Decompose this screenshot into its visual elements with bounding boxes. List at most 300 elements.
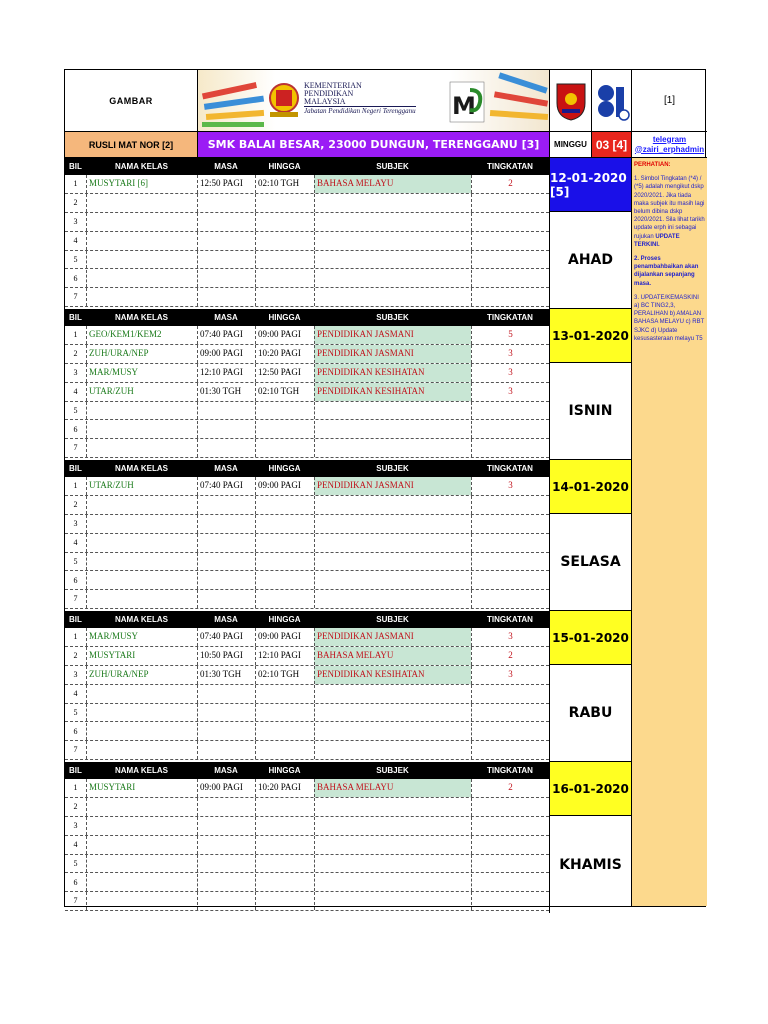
bil-cell: 4 (73, 688, 78, 698)
date-cell: 13-01-2020 (549, 309, 631, 363)
class-cell (86, 232, 197, 250)
end-time-cell (255, 685, 314, 703)
day-block (65, 158, 549, 309)
start-time-cell (197, 515, 255, 533)
class-cell (86, 572, 197, 590)
class-cell: ZUH/URA/NEP (86, 345, 197, 363)
subject-cell (314, 421, 471, 439)
bil-cell: 4 (73, 537, 78, 547)
table-row (65, 779, 549, 798)
start-time-cell (197, 213, 255, 231)
table-row (65, 439, 549, 458)
column-header: SUBJEK (376, 615, 409, 624)
end-time-cell (255, 421, 314, 439)
minggu-label-cell (549, 132, 591, 158)
class-cell (86, 892, 197, 910)
start-time-cell (197, 892, 255, 910)
form-cell (471, 270, 549, 288)
bil-cell: 4 (73, 235, 78, 245)
bil-cell: 6 (73, 877, 78, 887)
end-time-cell: 02:10 TGH (255, 175, 314, 193)
subject-cell (314, 213, 471, 231)
class-cell (86, 251, 197, 269)
start-time-cell (197, 421, 255, 439)
day-block (65, 309, 549, 460)
form-cell (471, 685, 549, 703)
end-time-cell (255, 194, 314, 212)
subject-cell: BAHASA MELAYU (314, 647, 471, 665)
date-cell: 15-01-2020 (549, 611, 631, 665)
form-cell (471, 496, 549, 514)
column-header: BIL (69, 615, 82, 624)
end-time-cell: 10:20 PAGI (255, 345, 314, 363)
start-time-cell (197, 741, 255, 759)
subject-cell (314, 798, 471, 816)
form-cell: 3 (471, 364, 549, 382)
end-time-cell: 12:50 PAGI (255, 364, 314, 382)
class-cell (86, 421, 197, 439)
form-cell: 3 (471, 628, 549, 646)
form-cell (471, 288, 549, 306)
day-block (65, 611, 549, 762)
form-cell (471, 836, 549, 854)
form-cell (471, 232, 549, 250)
end-time-cell: 09:00 PAGI (255, 628, 314, 646)
column-header: NAMA KELAS (114, 313, 169, 322)
day-name-cell: SELASA (549, 514, 631, 611)
minggu-label: MINGGU (554, 140, 587, 149)
start-time-cell: 12:10 PAGI (197, 364, 255, 382)
class-cell: ZUH/URA/NEP (86, 666, 197, 684)
bil-cell: 3 (73, 367, 78, 377)
table-row (65, 251, 549, 270)
bil-cell: 1 (73, 632, 78, 641)
bil-cell: 5 (73, 254, 78, 264)
start-time-cell (197, 798, 255, 816)
bil-cell: 7 (73, 896, 78, 906)
week-number: 03 [4] (595, 137, 628, 152)
column-header: TINGKATAN (487, 464, 533, 473)
telegram-handle[interactable]: @zairi_erphadmin (634, 144, 705, 154)
start-time-cell: 09:00 PAGI (197, 345, 255, 363)
class-cell (86, 798, 197, 816)
end-time-cell: 02:10 TGH (255, 666, 314, 684)
class-cell (86, 534, 197, 552)
table-row (65, 892, 549, 911)
start-time-cell: 07:40 PAGI (197, 477, 255, 495)
date-cell: 16-01-2020 (549, 762, 631, 816)
class-cell (86, 855, 197, 873)
column-header: MASA (214, 313, 238, 322)
form-cell (471, 572, 549, 590)
bil-cell: 7 (73, 292, 78, 302)
column-header: BIL (69, 464, 82, 473)
column-header: MASA (214, 162, 238, 171)
table-row (65, 194, 549, 213)
table-row (65, 723, 549, 742)
table-row (65, 232, 549, 251)
telegram-link[interactable] (631, 132, 707, 158)
school-crest-cell (549, 70, 591, 132)
end-time-cell: 10:20 PAGI (255, 779, 314, 797)
column-header: NAMA KELAS (114, 464, 169, 473)
day-name-cell: KHAMIS (549, 816, 631, 913)
class-cell (86, 402, 197, 420)
column-header-row (65, 611, 549, 628)
end-time-cell (255, 496, 314, 514)
bil-cell: 3 (73, 216, 78, 226)
end-time-cell (255, 723, 314, 741)
bil-cell: 5 (73, 405, 78, 415)
column-header-row (65, 762, 549, 779)
form-cell: 3 (471, 383, 549, 401)
subject-cell: PENDIDIKAN JASMANI (314, 628, 471, 646)
end-time-cell (255, 892, 314, 910)
form-cell (471, 515, 549, 533)
column-header-row (65, 460, 549, 477)
subject-cell (314, 741, 471, 759)
class-cell (86, 836, 197, 854)
ref-label: [1] (663, 95, 676, 106)
bil-cell: 6 (73, 424, 78, 434)
table-row (65, 836, 549, 855)
column-header: HINGGA (268, 313, 301, 322)
end-time-cell (255, 817, 314, 835)
class-cell (86, 874, 197, 892)
start-time-cell: 07:40 PAGI (197, 628, 255, 646)
bil-cell: 6 (73, 575, 78, 585)
rph-sheet (64, 69, 706, 907)
subject-cell (314, 836, 471, 854)
class-cell: MAR/MUSY (86, 364, 197, 382)
table-row (65, 534, 549, 553)
bil-cell: 6 (73, 273, 78, 283)
subject-cell: PENDIDIKAN JASMANI (314, 477, 471, 495)
column-header: MASA (214, 766, 238, 775)
end-time-cell (255, 402, 314, 420)
column-header-row (65, 158, 549, 175)
column-header: BIL (69, 766, 82, 775)
banner-line-3: MALAYSIA (304, 97, 346, 106)
end-time-cell: 02:10 TGH (255, 383, 314, 401)
day-name-cell: ISNIN (549, 363, 631, 460)
table-row (65, 798, 549, 817)
table-row (65, 817, 549, 836)
table-row (65, 855, 549, 874)
bil-cell: 1 (73, 481, 78, 490)
subject-cell (314, 553, 471, 571)
start-time-cell (197, 723, 255, 741)
class-cell: UTAR/ZUH (86, 477, 197, 495)
day-name-cell: AHAD (549, 212, 631, 309)
column-header: NAMA KELAS (114, 162, 169, 171)
start-time-cell (197, 874, 255, 892)
class-cell: GEO/KEM1/KEM2 (86, 326, 197, 344)
subject-cell (314, 534, 471, 552)
class-cell (86, 590, 197, 608)
start-time-cell (197, 572, 255, 590)
date-cell: 14-01-2020 (549, 460, 631, 514)
column-header: HINGGA (268, 615, 301, 624)
subject-cell (314, 402, 471, 420)
subject-cell (314, 270, 471, 288)
ref-cell (631, 70, 707, 132)
class-cell (86, 741, 197, 759)
table-row (65, 553, 549, 572)
column-header: HINGGA (268, 464, 301, 473)
table-row (65, 288, 549, 307)
end-time-cell (255, 270, 314, 288)
bil-cell: 3 (73, 518, 78, 528)
start-time-cell (197, 836, 255, 854)
end-time-cell (255, 534, 314, 552)
blue-logo-icon (594, 79, 630, 123)
form-cell (471, 704, 549, 722)
end-time-cell: 09:00 PAGI (255, 477, 314, 495)
class-cell: MAR/MUSY (86, 628, 197, 646)
table-row (65, 590, 549, 609)
bil-cell: 2 (73, 348, 78, 358)
subject-cell: BAHASA MELAYU (314, 175, 471, 193)
column-header: TINGKATAN (487, 162, 533, 171)
start-time-cell (197, 251, 255, 269)
form-cell: 5 (471, 326, 549, 344)
end-time-cell (255, 553, 314, 571)
subject-cell (314, 723, 471, 741)
subject-cell: PENDIDIKAN KESIHATAN (314, 666, 471, 684)
table-row (65, 270, 549, 289)
start-time-cell (197, 402, 255, 420)
class-cell (86, 213, 197, 231)
school-crest-icon (554, 81, 588, 121)
column-header: BIL (69, 162, 82, 171)
form-cell: 2 (471, 779, 549, 797)
class-cell (86, 553, 197, 571)
start-time-cell (197, 194, 255, 212)
table-row (65, 572, 549, 591)
table-row (65, 496, 549, 515)
form-cell (471, 421, 549, 439)
form-cell (471, 817, 549, 835)
subject-cell (314, 685, 471, 703)
note-1-emphasis: UPDATE TERKINI. (634, 233, 680, 248)
form-cell (471, 439, 549, 457)
form-cell: 3 (471, 345, 549, 363)
end-time-cell (255, 704, 314, 722)
note-1: 1. Simbol Tingkatan (*4) / (*5) adalah mengikut dskp 2020/2021. Jika tiada maka subjek itu masih lagi belum dibina dskp 2020/2021. Sila lihat tarikh update erph ini sebagai rujukan (634, 176, 705, 240)
bil-cell: 2 (73, 197, 78, 207)
column-header: TINGKATAN (487, 615, 533, 624)
bil-cell: 1 (73, 179, 78, 188)
svg-text:M: M (452, 92, 476, 120)
bil-cell: 7 (73, 594, 78, 604)
table-row (65, 666, 549, 685)
start-time-cell: 12:50 PAGI (197, 175, 255, 193)
bil-cell: 1 (73, 330, 78, 339)
form-cell (471, 590, 549, 608)
column-header: SUBJEK (376, 162, 409, 171)
note-2: 2. Proses penambahbaikan akan dijalankan sepanjang masa. (634, 256, 699, 287)
column-header-row (65, 309, 549, 326)
class-cell: MUSYTARI (86, 779, 197, 797)
end-time-cell (255, 515, 314, 533)
teacher-name (65, 132, 197, 158)
ministry-banner (197, 70, 549, 132)
start-time-cell (197, 439, 255, 457)
column-header: HINGGA (268, 766, 301, 775)
form-cell: 2 (471, 647, 549, 665)
bil-cell: 3 (73, 669, 78, 679)
start-time-cell (197, 590, 255, 608)
table-row (65, 345, 549, 364)
end-time-cell (255, 741, 314, 759)
end-time-cell (255, 572, 314, 590)
table-row (65, 515, 549, 534)
subject-cell: BAHASA MELAYU (314, 779, 471, 797)
subject-cell (314, 892, 471, 910)
end-time-cell (255, 590, 314, 608)
form-cell: 2 (471, 175, 549, 193)
class-cell (86, 270, 197, 288)
notes-title: PERHATIAN: (634, 162, 671, 168)
form-cell (471, 798, 549, 816)
pencils-right-icon (490, 72, 548, 120)
gambar-cell (65, 70, 197, 132)
class-cell (86, 496, 197, 514)
column-header: SUBJEK (376, 766, 409, 775)
start-time-cell (197, 232, 255, 250)
end-time-cell (255, 836, 314, 854)
bil-cell: 7 (73, 745, 78, 755)
column-header: MASA (214, 615, 238, 624)
start-time-cell: 01:30 TGH (197, 383, 255, 401)
table-row (65, 175, 549, 194)
class-cell (86, 704, 197, 722)
class-cell: UTAR/ZUH (86, 383, 197, 401)
end-time-cell (255, 439, 314, 457)
subject-cell: PENDIDIKAN JASMANI (314, 326, 471, 344)
bil-cell: 2 (73, 499, 78, 509)
end-time-cell (255, 251, 314, 269)
column-header: SUBJEK (376, 313, 409, 322)
subject-cell (314, 232, 471, 250)
end-time-cell (255, 855, 314, 873)
subject-cell (314, 590, 471, 608)
column-header: TINGKATAN (487, 313, 533, 322)
day-name-cell: RABU (549, 665, 631, 762)
teacher-name-text: RUSLI MAT NOR [2] (88, 139, 174, 150)
logo-cell (591, 70, 631, 132)
form-cell: 3 (471, 666, 549, 684)
bil-cell: 2 (73, 801, 78, 811)
subject-cell (314, 855, 471, 873)
class-cell (86, 439, 197, 457)
table-row (65, 213, 549, 232)
start-time-cell (197, 270, 255, 288)
mtp-logo-icon (450, 82, 484, 122)
table-row (65, 685, 549, 704)
week-number-cell (591, 132, 631, 158)
class-cell (86, 288, 197, 306)
table-row (65, 383, 549, 402)
table-row (65, 364, 549, 383)
class-cell: MUSYTARI [6] (86, 175, 197, 193)
subject-cell (314, 496, 471, 514)
table-row (65, 421, 549, 440)
column-header: BIL (69, 313, 82, 322)
subject-cell (314, 288, 471, 306)
subject-cell (314, 817, 471, 835)
column-header: NAMA KELAS (114, 766, 169, 775)
day-block (65, 460, 549, 611)
start-time-cell: 09:00 PAGI (197, 779, 255, 797)
table-row (65, 477, 549, 496)
start-time-cell: 01:30 TGH (197, 666, 255, 684)
end-time-cell (255, 798, 314, 816)
start-time-cell (197, 534, 255, 552)
table-row (65, 647, 549, 666)
table-row (65, 741, 549, 760)
bil-cell: 3 (73, 820, 78, 830)
bil-cell: 2 (73, 650, 78, 660)
class-cell (86, 685, 197, 703)
form-cell (471, 251, 549, 269)
class-cell (86, 194, 197, 212)
start-time-cell: 07:40 PAGI (197, 326, 255, 344)
column-header: NAMA KELAS (114, 615, 169, 624)
table-row (65, 628, 549, 647)
start-time-cell (197, 496, 255, 514)
form-cell (471, 553, 549, 571)
bil-cell: 7 (73, 443, 78, 453)
start-time-cell (197, 685, 255, 703)
form-cell (471, 194, 549, 212)
subject-cell: PENDIDIKAN KESIHATAN (314, 383, 471, 401)
subject-cell (314, 515, 471, 533)
subject-cell (314, 704, 471, 722)
bil-cell: 5 (73, 707, 78, 717)
bil-cell: 1 (73, 783, 78, 792)
subject-cell: PENDIDIKAN KESIHATAN (314, 364, 471, 382)
bil-cell: 6 (73, 726, 78, 736)
table-row (65, 874, 549, 893)
form-cell (471, 874, 549, 892)
bil-cell: 4 (73, 386, 78, 396)
table-row (65, 704, 549, 723)
class-cell (86, 817, 197, 835)
subject-cell (314, 194, 471, 212)
class-cell: MUSYTARI (86, 647, 197, 665)
form-cell (471, 402, 549, 420)
school-name-text: SMK BALAI BESAR, 23000 DUNGUN, TERENGGANU [3] (207, 138, 540, 151)
column-header: SUBJEK (376, 464, 409, 473)
form-cell (471, 892, 549, 910)
notes-panel (631, 158, 707, 906)
start-time-cell (197, 288, 255, 306)
telegram-label[interactable]: telegram (652, 134, 687, 144)
pencils-left-icon (202, 82, 264, 127)
class-cell (86, 723, 197, 741)
form-cell (471, 213, 549, 231)
end-time-cell (255, 213, 314, 231)
bil-cell: 5 (73, 858, 78, 868)
class-cell (86, 515, 197, 533)
start-time-cell: 10:50 PAGI (197, 647, 255, 665)
subject-cell: PENDIDIKAN JASMANI (314, 345, 471, 363)
form-cell (471, 723, 549, 741)
column-header: TINGKATAN (487, 766, 533, 775)
subject-cell (314, 251, 471, 269)
